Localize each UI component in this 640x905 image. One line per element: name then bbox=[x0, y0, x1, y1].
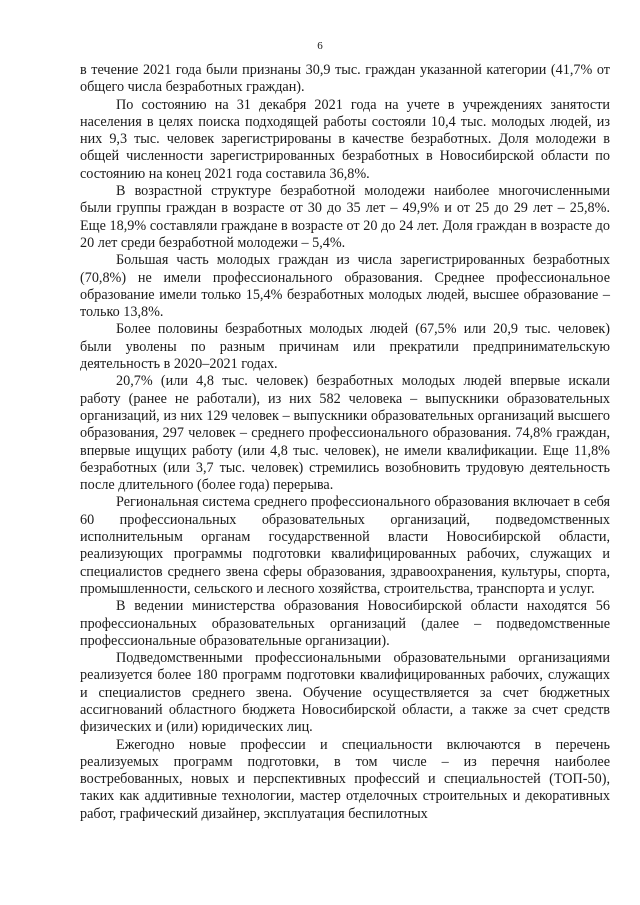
paragraph-education-level: Большая часть молодых граждан из числа зарегистрированных безработных (70,8%) не имели профессионального образования. Среднее профессиональное образование имели только 15,4% безработных молодых людей, высшее образование – только 13,8%. bbox=[80, 252, 610, 321]
paragraph-ministry: В ведении министерства образования Новосибирской области находятся 56 профессиональных образовательных организаций (далее – подведомственные профессиональные образовательные организации). bbox=[80, 598, 610, 649]
paragraph-programs: Подведомственными профессиональными образовательными организациями реализуется более 180 программ подготовки квалифицированных рабочих, служащих и специалистов среднего звена. Обучение осуществляется за счет бюджетных ассигнований областного бюджета Новосибирской области, а также за счет средств физических и (или) юридических лиц. bbox=[80, 650, 610, 736]
paragraph-continuation: в течение 2021 года были признаны 30,9 тыс. граждан указанной категории (41,7% от общего числа безработных граждан). bbox=[80, 62, 610, 96]
document-body bbox=[80, 62, 610, 823]
paragraph-dismissed: Более половины безработных молодых людей (67,5% или 20,9 тыс. человек) были уволены по разным причинам или прекратили предпринимательскую деятельность в 2020–2021 годах. bbox=[80, 321, 610, 373]
paragraph-age-structure: В возрастной структуре безработной молодежи наиболее многочисленными были группы граждан в возрасте от 30 до 35 лет – 49,9% и от 25 до 29 лет – 25,8%. Еще 18,9% составляли граждане в возрасте от 20 до 24 лет. Доля граждан в возрасте до 20 лет среди безработной молодежи – 5,4%. bbox=[80, 183, 610, 251]
paragraph-first-time-seekers: 20,7% (или 4,8 тыс. человек) безработных молодых людей впервые искали работу (ранее не работали), из них 582 человека – выпускники образовательных организаций, из них 129 человек – выпускники образовательных организаций высшего образования, 297 человек – среднего профессионального образования. 74,8% граждан, впервые ищущих работу (или 4,8 тыс. человек), не имели квалификации. Еще 11,8% безработных (или 3,7 тыс. человек) стремились возобновить трудовую деятельность после длительного (более года) перерыва. bbox=[80, 373, 610, 494]
paragraph-regional-system: Региональная система среднего профессионального образования включает в себя 60 профессиональных образовательных организаций, подведомственных исполнительным органам государственной власти Новосибирской области, реализующих программы подготовки квалифицированных рабочих, служащих и специалистов среднего звена сферы образования, здравоохранения, культуры, спорта, промышленности, сельского и лесного хозяйства, строительства, транспорта и услуг. bbox=[80, 494, 610, 597]
page-number: 6 bbox=[317, 40, 323, 52]
paragraph-new-professions: Ежегодно новые профессии и специальности включаются в перечень реализуемых программ подготовки, в том числе – из перечня наиболее востребованных, новых и перспективных профессий и специальностей (ТОП-50), таких как аддитивные технологии, мастер отделочных строительных и декоративных работ, графический дизайнер, эксплуатация беспилотных bbox=[80, 736, 610, 822]
paragraph-youth-registered: По состоянию на 31 декабря 2021 года на учете в учреждениях занятости населения в целях поиска подходящей работы состояли 10,4 тыс. молодых людей, из них 9,3 тыс. человек зарегистрированы в качестве безработных. Доля молодежи в общей численности зарегистрированных безработных в Новосибирской области по состоянию на конец 2021 года составила 36,8%. bbox=[80, 96, 610, 182]
